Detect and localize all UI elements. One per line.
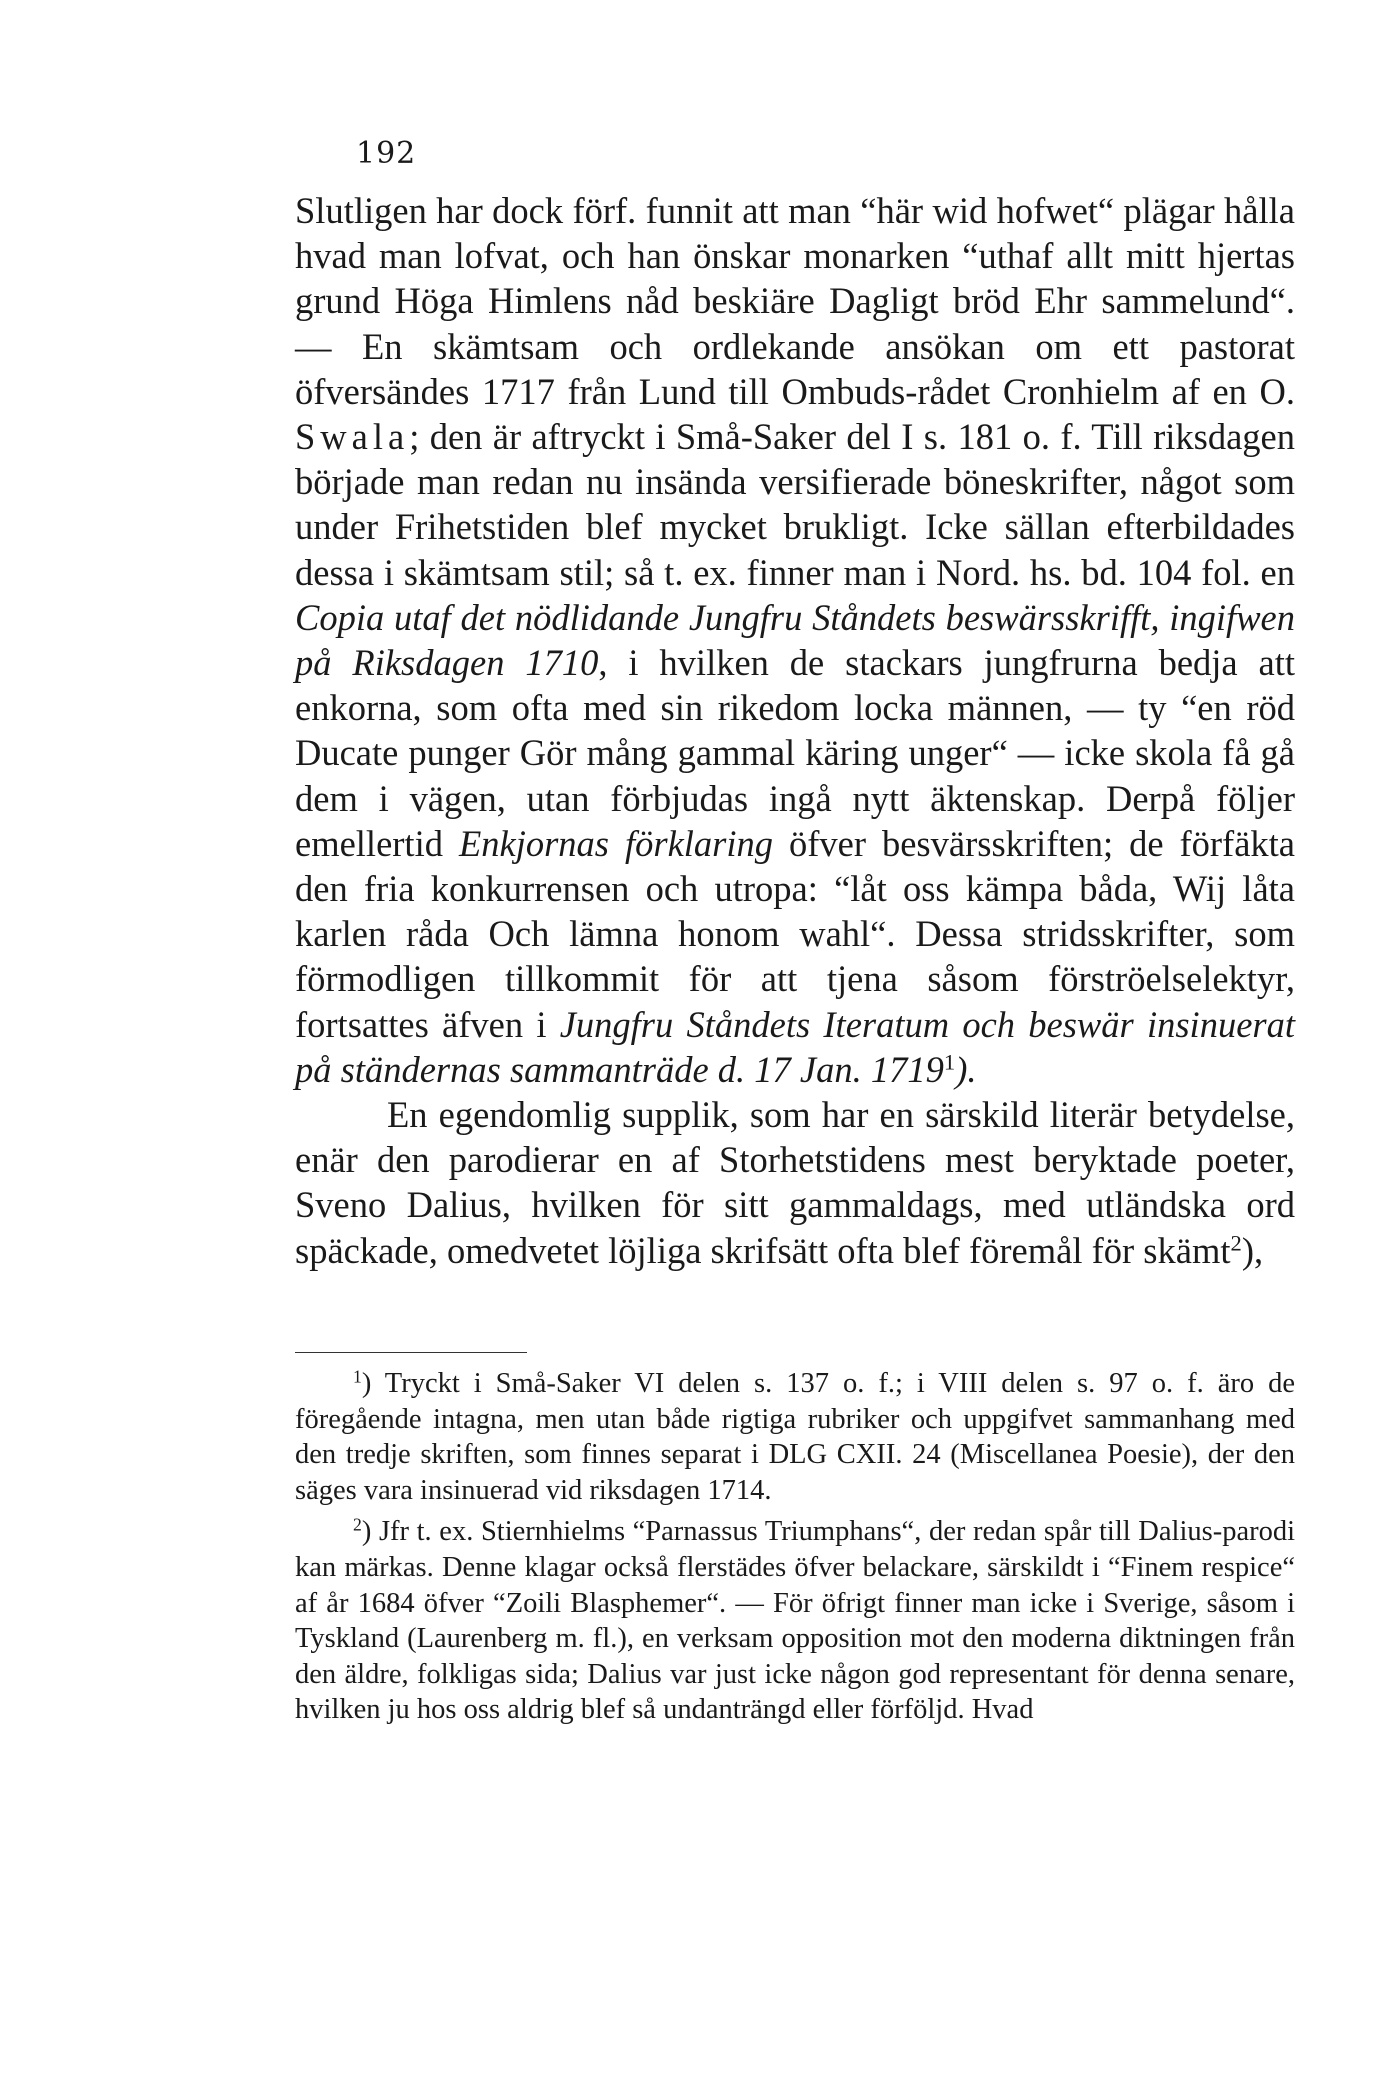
footnote-1 bbox=[295, 1366, 1295, 1508]
footnote-ref-2: 2 bbox=[1230, 1230, 1242, 1256]
footnote-2 bbox=[295, 1514, 1295, 1728]
paragraph-1-text-c: , i hvilken de stackars jungfrurna bedja att enkorna, som ofta med sin rikedom locka männen, — ty “en röd Ducate punger Gör mång gammal käring unger“ — icke skola få gå dem i vägen, utan förbjudas ingå nytt äktenskap. Derpå följer emellertid bbox=[295, 642, 1296, 864]
paragraph-2-text-a: En egendomlig supplik, som har en särskild literär betydelse, enär den parodierar en af Storhetstidens mest beryktade poeter, Sveno Dalius, hvilken för sitt gammaldags, med utländska ord späckade, omedvetet löjliga skrifsätt ofta blef föremål för skämt bbox=[295, 1094, 1295, 1271]
letterspaced-name: Swala bbox=[295, 416, 410, 458]
paragraph-2-text-b: ), bbox=[1241, 1229, 1264, 1271]
italic-title-iteratum: Jungfru Ståndets Iteratum och beswär insinuerat på ständernas sammanträde d. 17 Jan. 1719 bbox=[295, 1003, 1295, 1090]
footnote-marker-2: 2 bbox=[353, 1514, 362, 1535]
paragraph-1-text-b: ; den är aftryckt i Små-Saker del I s. 181 o. f. Till riksdagen började man redan nu insända versifierade böneskrifter, något som under Frihetstiden blef mycket brukligt. Icke sällan efterbildades dessa i skämtsam stil; så t. ex. finner man i Nord. hs. bd. 104 fol. en bbox=[295, 416, 1295, 593]
footnote-2-text: ) Jfr t. ex. Stiernhielms “Parnassus Triumphans“, der redan spår till Dalius-parodi kan märkas. Denne klagar också flerstädes öfver belackare, särskildt i “Finem respice“ af år 1684 öfver “Zoili Blasphemer“. — För öfrigt finner man icke i Sverige, såsom i Tyskland (Laurenberg m. fl.), en verksam opposition mot den moderna diktningen från den äldre, folkligas sida; Dalius var just icke någon god representant för denna senare, hvilken ju hos oss aldrig blef så undanträngd eller förföljd. Hvad bbox=[295, 1516, 1295, 1726]
paragraph-1-text-a: Slutligen har dock förf. funnit att man “här wid hofwet“ plägar hålla hvad man lofvat, och han önskar monarken “uthaf allt mitt hjertas grund Höga Himlens nåd beskiäre Dagligt bröd Ehr sammelund“. — En skämtsam och ordlekande ansökan om ett pastorat öfversändes 1717 från Lund till Ombuds-rådet Cronhielm af en O. bbox=[295, 190, 1295, 412]
paragraph-2 bbox=[295, 1092, 1295, 1273]
footnote-1-text: ) Tryckt i Små-Saker VI delen s. 137 o. f.; i VIII delen s. 97 o. f. äro de föregående intagna, men utan både rigtiga rubriker och uppgifvet sammanhang med den tredje skriften, som finnes separat i DLG CXII. 24 (Miscellanea Poesie), der den säges vara insinuerad vid riksdagen 1714. bbox=[295, 1368, 1295, 1506]
paragraph-1 bbox=[295, 188, 1295, 1092]
footnotes bbox=[295, 1366, 1295, 1728]
page-number: 192 bbox=[356, 136, 417, 171]
footnote-ref-1: 1 bbox=[943, 1049, 956, 1075]
paragraph-1-text-d: öfver besvärsskriften; de förfäkta den fria konkurrensen och utropa: “låt oss kämpa båda, Wij låta karlen råda Och lämna honom wahl“. Dessa stridsskrifter, som förmodligen tillkommit för att tjena såsom förströelselektyr, fortsattes äfven i bbox=[295, 822, 1296, 1045]
main-text bbox=[295, 188, 1295, 1273]
footnote-marker-1: 1 bbox=[353, 1366, 362, 1387]
paragraph-1-close: ). bbox=[955, 1048, 977, 1090]
italic-title-enkjornas: Enkjornas förklaring bbox=[458, 822, 774, 864]
italic-title-copia: Copia utaf det nödlidande Jungfru Ståndets beswärsskrifft, ingifwen på Riksdagen 1710 bbox=[295, 596, 1295, 684]
footnote-rule bbox=[295, 1352, 527, 1353]
